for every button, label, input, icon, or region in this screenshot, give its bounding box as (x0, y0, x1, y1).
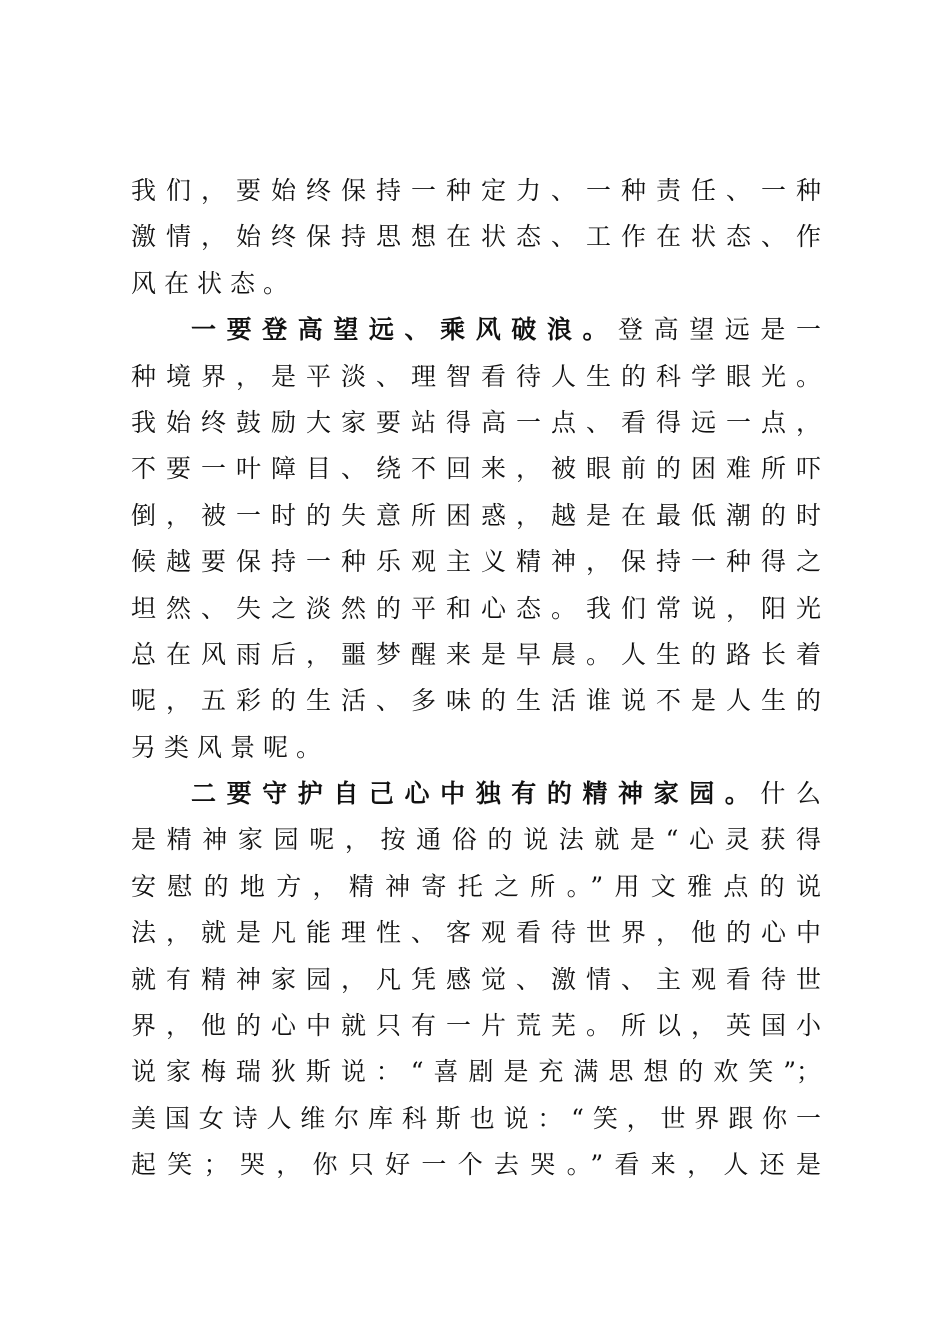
text-line: 法，就是凡能理性、客观看待世界，他的心中 (131, 918, 821, 948)
text-line: 激情，始终保持思想在状态、工作在状态、作 (131, 222, 821, 252)
heading-line (131, 307, 821, 353)
text-line: 种境界，是平淡、理智看待人生的科学眼光。 (131, 361, 821, 391)
text-line: 风在状态。 (131, 268, 297, 298)
paragraph-heading: 二要守护自己心中独有的精神家园。 (191, 779, 761, 809)
text-span: 什么 (760, 779, 821, 809)
text-line: 倒，被一时的失意所困惑，越是在最低潮的时 (131, 500, 821, 530)
text-line: 我始终鼓励大家要站得高一点、看得远一点， (131, 407, 821, 437)
text-line: 起笑；哭，你只好一个去哭。”看来，人还是 (131, 1150, 821, 1180)
text-line: 安慰的地方，精神寄托之所。”用文雅点的说 (131, 871, 821, 901)
heading-line (131, 771, 821, 817)
text-line: 是精神家园呢，按通俗的说法就是“心灵获得 (131, 825, 821, 855)
paragraph-1 (131, 168, 821, 307)
text-line: 美国女诗人维尔库科斯也说：“笑，世界跟你一 (131, 1103, 821, 1133)
text-span: 登高望远是一 (618, 315, 821, 345)
text-line: 界，他的心中就只有一片荒芜。所以，英国小 (131, 1011, 821, 1041)
text-line: 说家梅瑞狄斯说：“喜剧是充满思想的欢笑”； (131, 1057, 821, 1087)
text-line: 坦然、失之淡然的平和心态。我们常说，阳光 (131, 593, 821, 623)
paragraph-3 (131, 771, 821, 1189)
text-line: 总在风雨后，噩梦醒来是早晨。人生的路长着 (131, 639, 821, 669)
body-text (131, 168, 821, 1189)
paragraph-2 (131, 307, 821, 771)
text-line: 不要一叶障目、绕不回来，被眼前的困难所吓 (131, 454, 821, 484)
text-line: 呢，五彩的生活、多味的生活谁说不是人生的 (131, 686, 821, 716)
text-line: 我们，要始终保持一种定力、一种责任、一种 (131, 176, 821, 205)
paragraph-heading: 一要登高望远、乘风破浪。 (191, 315, 619, 345)
text-line: 另类风景呢。 (131, 732, 330, 762)
text-line: 候越要保持一种乐观主义精神，保持一种得之 (131, 547, 821, 577)
text-line: 就有精神家园，凡凭感觉、激情、主观看待世 (131, 964, 821, 994)
